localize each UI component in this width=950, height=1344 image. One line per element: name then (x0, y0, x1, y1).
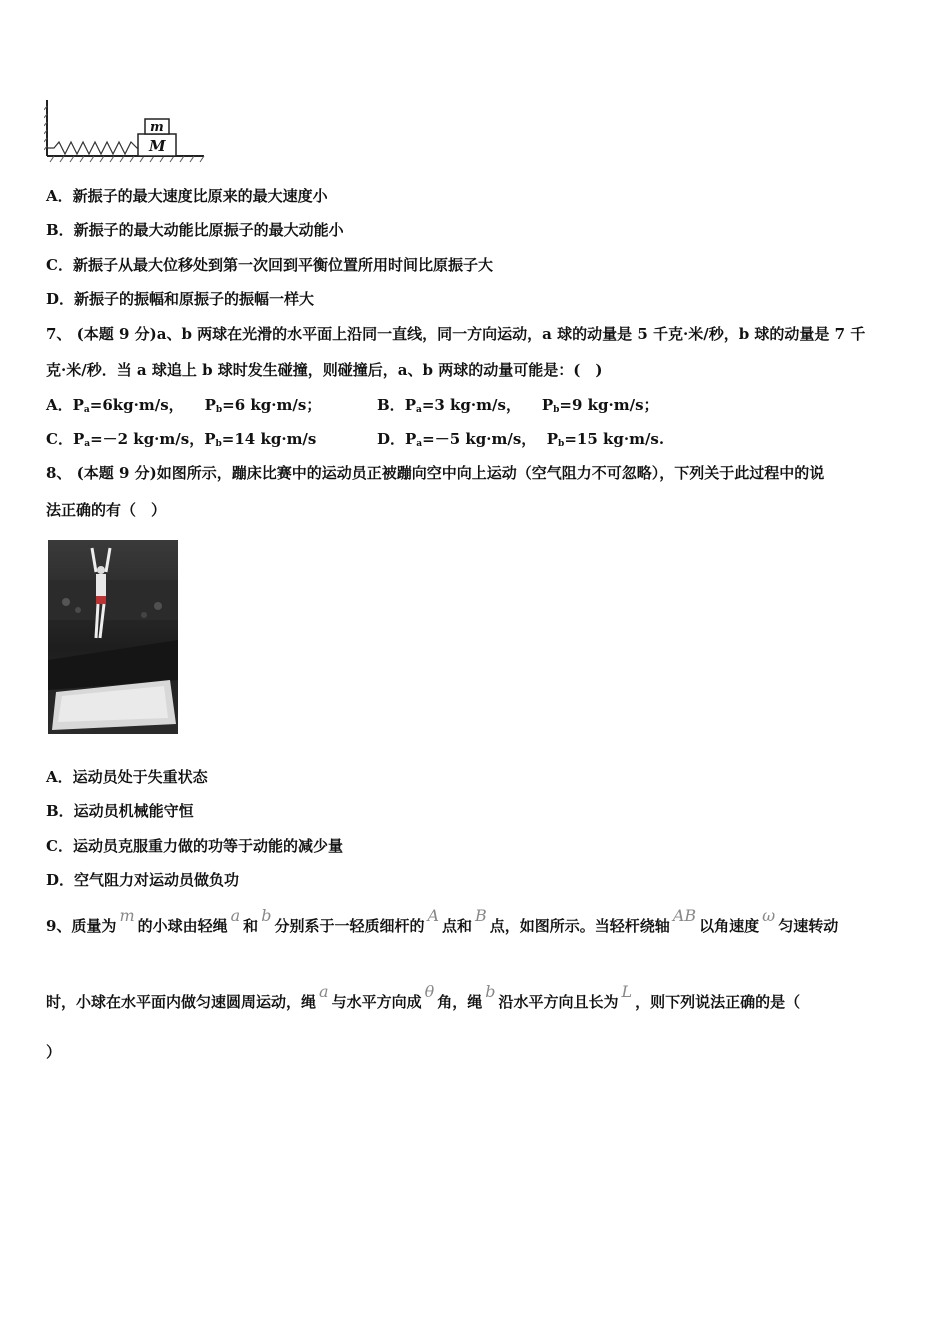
label-m: m (150, 120, 164, 135)
label-M: M (149, 137, 166, 155)
q8-stem-line2: 法正确的有（ ） (46, 501, 167, 519)
q6-option-c: C．新振子从最大位移处到第一次回到平衡位置所用时间比原振子大 (46, 256, 493, 274)
q8-option-d: D．空气阻力对运动员做负功 (46, 871, 240, 889)
spring-block-figure (44, 98, 208, 164)
q7-option-b: B．$P_a=3$ kg·m/s， $P_b=9$ kg·m/s； (377, 396, 659, 415)
q8-option-c: C．运动员克服重力做的功等于动能的减少量 (46, 837, 343, 855)
q7-option-d: D．$P_a=-5$ kg·m/s， $P_b=15$ kg·m/s. (377, 430, 665, 449)
q7-stem-line2: 克·米/秒．当 a 球追上 b 球时发生碰撞，则碰撞后，a、b 两球的动量可能是：( ) (46, 361, 603, 379)
q8-stem-line1: 8、 (本题 9 分)如图所示，蹦床比赛中的运动员正被蹦向空中向上运动（空气阻力不可忽略），下列关于此过程中的说 (46, 464, 825, 482)
q6-option-b: B．新振子的最大动能比原振子的最大动能小 (46, 221, 344, 239)
q8-option-b: B．运动员机械能守恒 (46, 802, 194, 820)
q6-option-a: A．新振子的最大速度比原来的最大速度小 (46, 187, 328, 205)
q7-option-c: C．$P_a=-2$ kg·m/s，$P_b=14$ kg·m/s (46, 430, 317, 449)
q7-option-a: A．$P_a=6kg\cdot m/s$， $P_b=6$ kg·m/s； (46, 396, 322, 415)
q9-stem-line3: ） (46, 1043, 62, 1061)
q7-stem-line1: 7、 (本题 9 分)a、b 两球在光滑的水平面上沿同一直线，同一方向运动，a 球的动量是 5 千克·米/秒，b 球的动量是 7 千 (46, 325, 866, 343)
trampoline-photo (48, 540, 178, 734)
spring (47, 142, 138, 154)
q9-stem-line1: 9、质量为m的小球由轻绳a和b分别系于一轻质细杆的A点和B点，如图所示。当轻杆绕轴AB以角速度ω匀速转动 (46, 906, 839, 935)
q9-stem-line2: 时，小球在水平面内做匀速圆周运动，绳a与水平方向成θ角，绳b沿水平方向且长为L，则下列说法正确的是（ (46, 982, 801, 1011)
q6-option-d: D．新振子的振幅和原振子的振幅一样大 (46, 290, 315, 308)
q8-option-a: A．运动员处于失重状态 (46, 768, 208, 786)
